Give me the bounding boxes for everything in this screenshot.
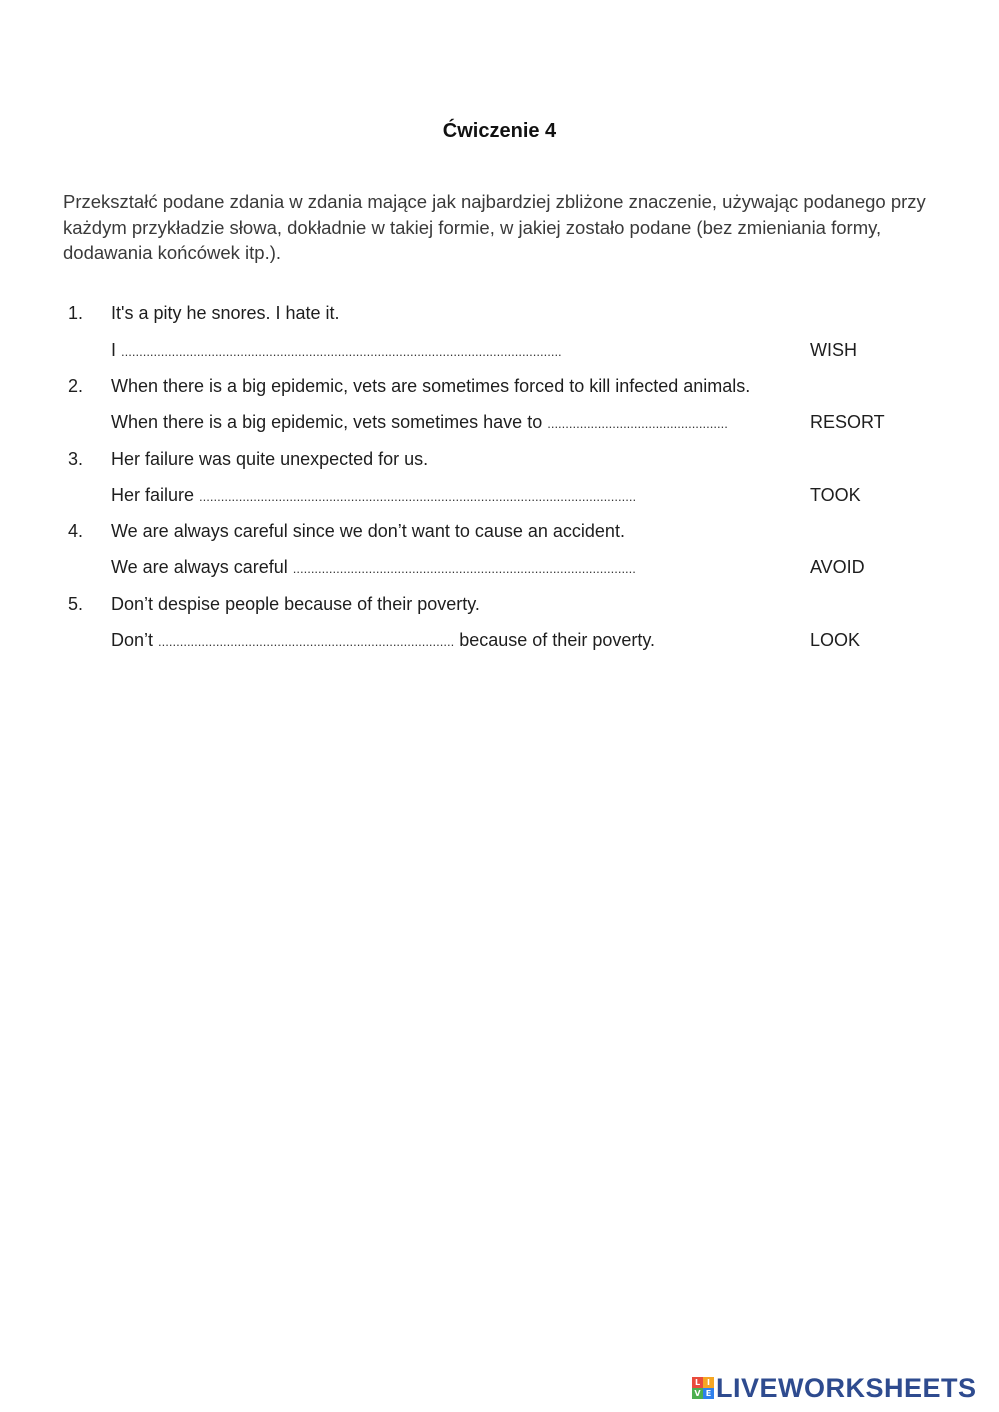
item-4-sentence-row [0,518,999,544]
item-2-keyword: RESORT [810,412,885,432]
item-3-blank[interactable]: ......................................................................................................................... [199,489,637,504]
item-5-keyword: LOOK [810,630,861,650]
item-2-answer-row [0,409,999,435]
item-4-blank[interactable]: ............................................................................................... [292,561,636,576]
item-5-sentence-row [0,591,999,617]
item-4-prefix: We are always careful [111,557,288,577]
item-4-sentence: We are always careful since we don’t want to cause an accident. [111,521,625,541]
item-4-answer-row [0,554,999,580]
item-3-answer-line [111,482,636,510]
item-1-answer-line [111,337,562,365]
liveworksheets-logo-icon [692,1377,714,1399]
page-title: Ćwiczenie 4 [442,120,557,142]
item-1-answer-row [0,337,999,363]
item-3-answer-row [0,482,999,508]
item-5-number: 5. [68,594,84,614]
item-2-sentence-row [0,373,999,399]
item-4-number: 4. [68,521,84,541]
item-3-number: 3. [68,449,84,469]
item-1-sentence: It's a pity he snores. I hate it. [111,303,340,323]
item-5-sentence: Don’t despise people because of their poverty. [111,594,480,614]
item-4-answer-line [111,554,636,582]
item-5-prefix: Don’t [111,630,154,650]
item-2-answer-line [111,409,728,437]
item-1-blank[interactable]: .......................................................................................................................... [121,344,562,359]
item-2-sentence: When there is a big epidemic, vets are sometimes forced to kill infected animals. [111,376,751,396]
item-1-sentence-row [0,300,999,326]
liveworksheets-wordmark: LIVEWORKSHEETS [716,1372,977,1403]
liveworksheets-brand [692,1372,977,1404]
item-3-sentence-row [0,446,999,472]
item-1-keyword: WISH [810,340,857,360]
logo-letter-i: I [703,1377,714,1388]
item-5-suffix: because of their poverty. [459,630,656,650]
item-3-keyword: TOOK [810,485,861,505]
item-5-answer-line [111,627,655,655]
item-3-sentence: Her failure was quite unexpected for us. [111,449,429,469]
item-2-blank[interactable]: .................................................. [547,416,728,431]
logo-letter-e: E [703,1388,714,1399]
item-2-prefix: When there is a big epidemic, vets sometimes have to [111,412,543,432]
item-1-number: 1. [68,303,84,323]
logo-letter-l: L [692,1377,703,1388]
item-5-blank[interactable]: .................................................................................. [158,634,455,649]
instructions-paragraph: Przekształć podane zdania w zdania mające jak najbardziej zbliżone znaczenie, używając podanego przy każdym przykładzie słowa, dokładnie w takiej formie, w jakiej zostało podane (bez zmieniania formy, dodawania końcówek itp.). [63,191,926,263]
logo-letter-v: V [692,1388,703,1399]
item-1-prefix: I [111,340,117,360]
item-4-keyword: AVOID [810,557,865,577]
exercise-list [0,0,999,700]
item-5-answer-row [0,627,999,653]
item-2-number: 2. [68,376,84,396]
item-3-prefix: Her failure [111,485,195,505]
